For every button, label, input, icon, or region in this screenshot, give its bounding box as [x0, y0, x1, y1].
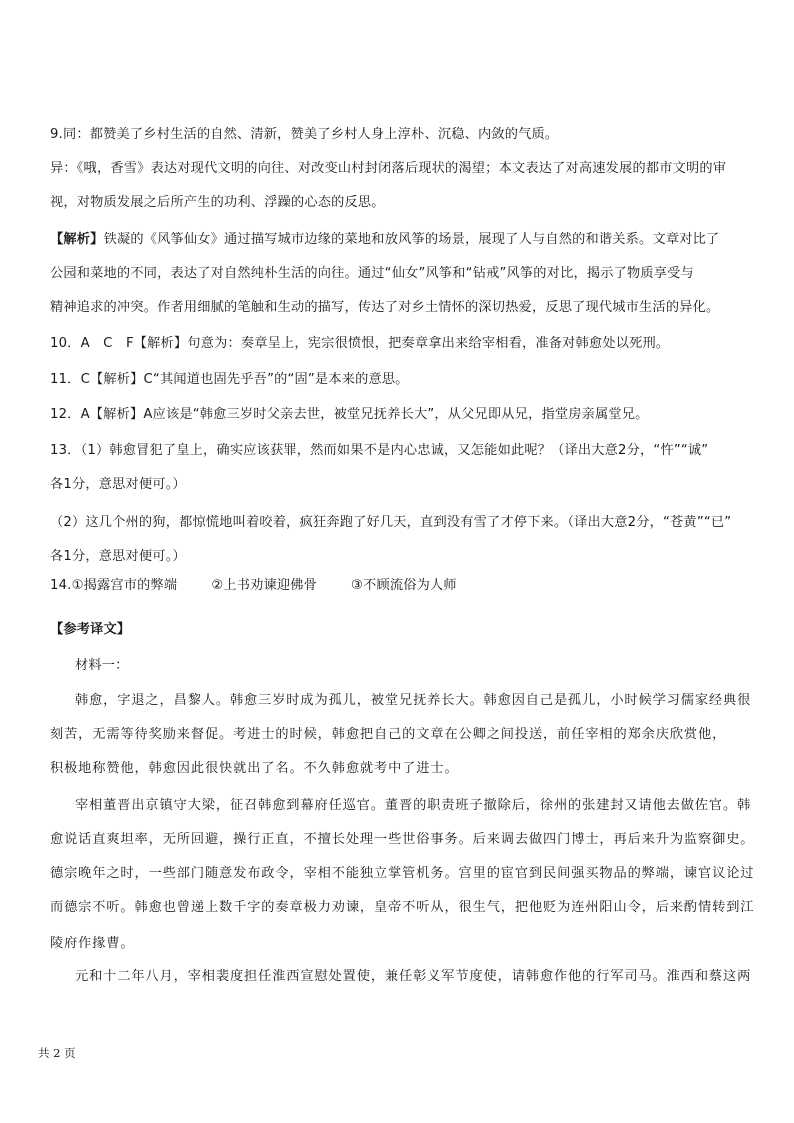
answer-13-2-line-1: （2）这几个州的狗，都惊慌地叫着咬着，疯狂奔跑了好几天，直到没有雪了才停下来。（译出大意2分，“苍黄”“已” — [50, 515, 732, 530]
answer-14-option: ②上书劝谏迎佛骨 — [211, 578, 318, 593]
analysis-tag: 【解析】 — [50, 232, 104, 247]
translation-p2-line: 而德宗不听。韩愈也曾递上数千字的奏章极力劝谏，皇帝不听从，很生气，把他贬为连州阳山令，后来酌情转到江 — [50, 900, 755, 915]
answer-13-1-line-2: 各1分，意思对便可。） — [50, 477, 186, 492]
answer-14 — [50, 576, 750, 596]
page-count: 共 2 页 — [38, 1046, 76, 1060]
answer-11: 11．C【解析】C“其闻道也固先乎吾”的“固”是本来的意思。 — [50, 372, 409, 387]
analysis-line-2: 公园和菜地的不同，表达了对自然纯朴生活的向往。通过“仙女”风筝和“钻戒”风筝的对比，揭示了物质享受与 — [50, 266, 694, 281]
analysis-text-1: 铁凝的《风筝仙女》通过描写城市边缘的菜地和放风筝的场景，展现了人与自然的和谐关系。文章对比了 — [103, 232, 720, 247]
translation-p1-line: 刻苦，无需等待奖励来督促。考进士的时候，韩愈把自己的文章在公卿之间投送，前任宰相的郑余庆欣赏他， — [50, 727, 727, 742]
material-label: 材料一： — [75, 658, 129, 673]
translation-p2-line: 陵府作掾曹。 — [50, 936, 135, 951]
answer-10: 10．A C F【解析】句意为：奏章呈上，宪宗很愤恨，把奏章拿出来给宰相看，准备对韩愈处以死刑。 — [50, 336, 670, 351]
answer-14-option: ③不顾流俗为人师 — [351, 578, 457, 593]
analysis-line-3: 精神追求的冲突。作者用细腻的笔触和生动的描写，传达了对乡土情怀的深切热爱，反思了现代城市生活的异化。 — [50, 300, 720, 315]
analysis-line-1 — [50, 230, 760, 250]
translation-p2-line: 愈说话直爽坦率，无所回避，操行正直，不擅长处理一些世俗事务。后来调去做四门博士，再后来升为监察御史。 — [50, 832, 755, 847]
translation-heading: 【参考译文】 — [50, 622, 131, 637]
translation-p2-line: 德宗晚年之时，一些部门随意发布政令，宰相不能独立掌管机务。宫里的宦官到民间强买物品的弊端，谏官议论过 — [50, 866, 755, 881]
answer-13-2-line-2: 各1分，意思对便可。） — [50, 549, 186, 564]
answer-14-number: 14. — [50, 578, 72, 593]
translation-p1-line: 积极地称赞他，韩愈因此很快就出了名。不久韩愈就考中了进士。 — [50, 761, 459, 776]
answer-9-same: 9.同：都赞美了乡村生活的自然、清新，赞美了乡村人身上淳朴、沉稳、内敛的气质。 — [50, 127, 559, 142]
translation-p3-line: 元和十二年八月，宰相裴度担任淮西宣慰处置使，兼任彰义军节度使，请韩愈作他的行军司马。淮西和蔡这两 — [75, 969, 752, 984]
answer-14-option: ①揭露宫市的弊端 — [71, 578, 178, 593]
answer-9-diff-line-1: 异：《哦，香雪》表达对现代文明的向往、对改变山村封闭落后现状的渴望；本文表达了对高速发展的都市文明的审 — [50, 161, 727, 176]
answer-13-1-line-1: 13．（1）韩愈冒犯了皇上，确实应该获罪，然而如果不是内心忠诚，又怎能如此呢？（译出大意2分，“忤”“诚” — [50, 443, 709, 458]
translation-p2-line: 宰相董晋出京镇守大梁，征召韩愈到幕府任巡官。董晋的职责班子撤除后，徐州的张建封又请他去做佐官。韩 — [75, 798, 752, 813]
answer-9-diff-line-2: 视，对物质发展之后所产生的功利、浮躁的心态的反思。 — [50, 195, 385, 210]
answer-12: 12．A【解析】A应该是“韩愈三岁时父亲去世，被堂兄抚养长大”，从父兄即从兄，指堂房亲属堂兄。 — [50, 407, 649, 422]
translation-p1-line: 韩愈，字退之，昌黎人。韩愈三岁时成为孤儿，被堂兄抚养长大。韩愈因自己是孤儿，小时候学习儒家经典很 — [75, 693, 752, 708]
